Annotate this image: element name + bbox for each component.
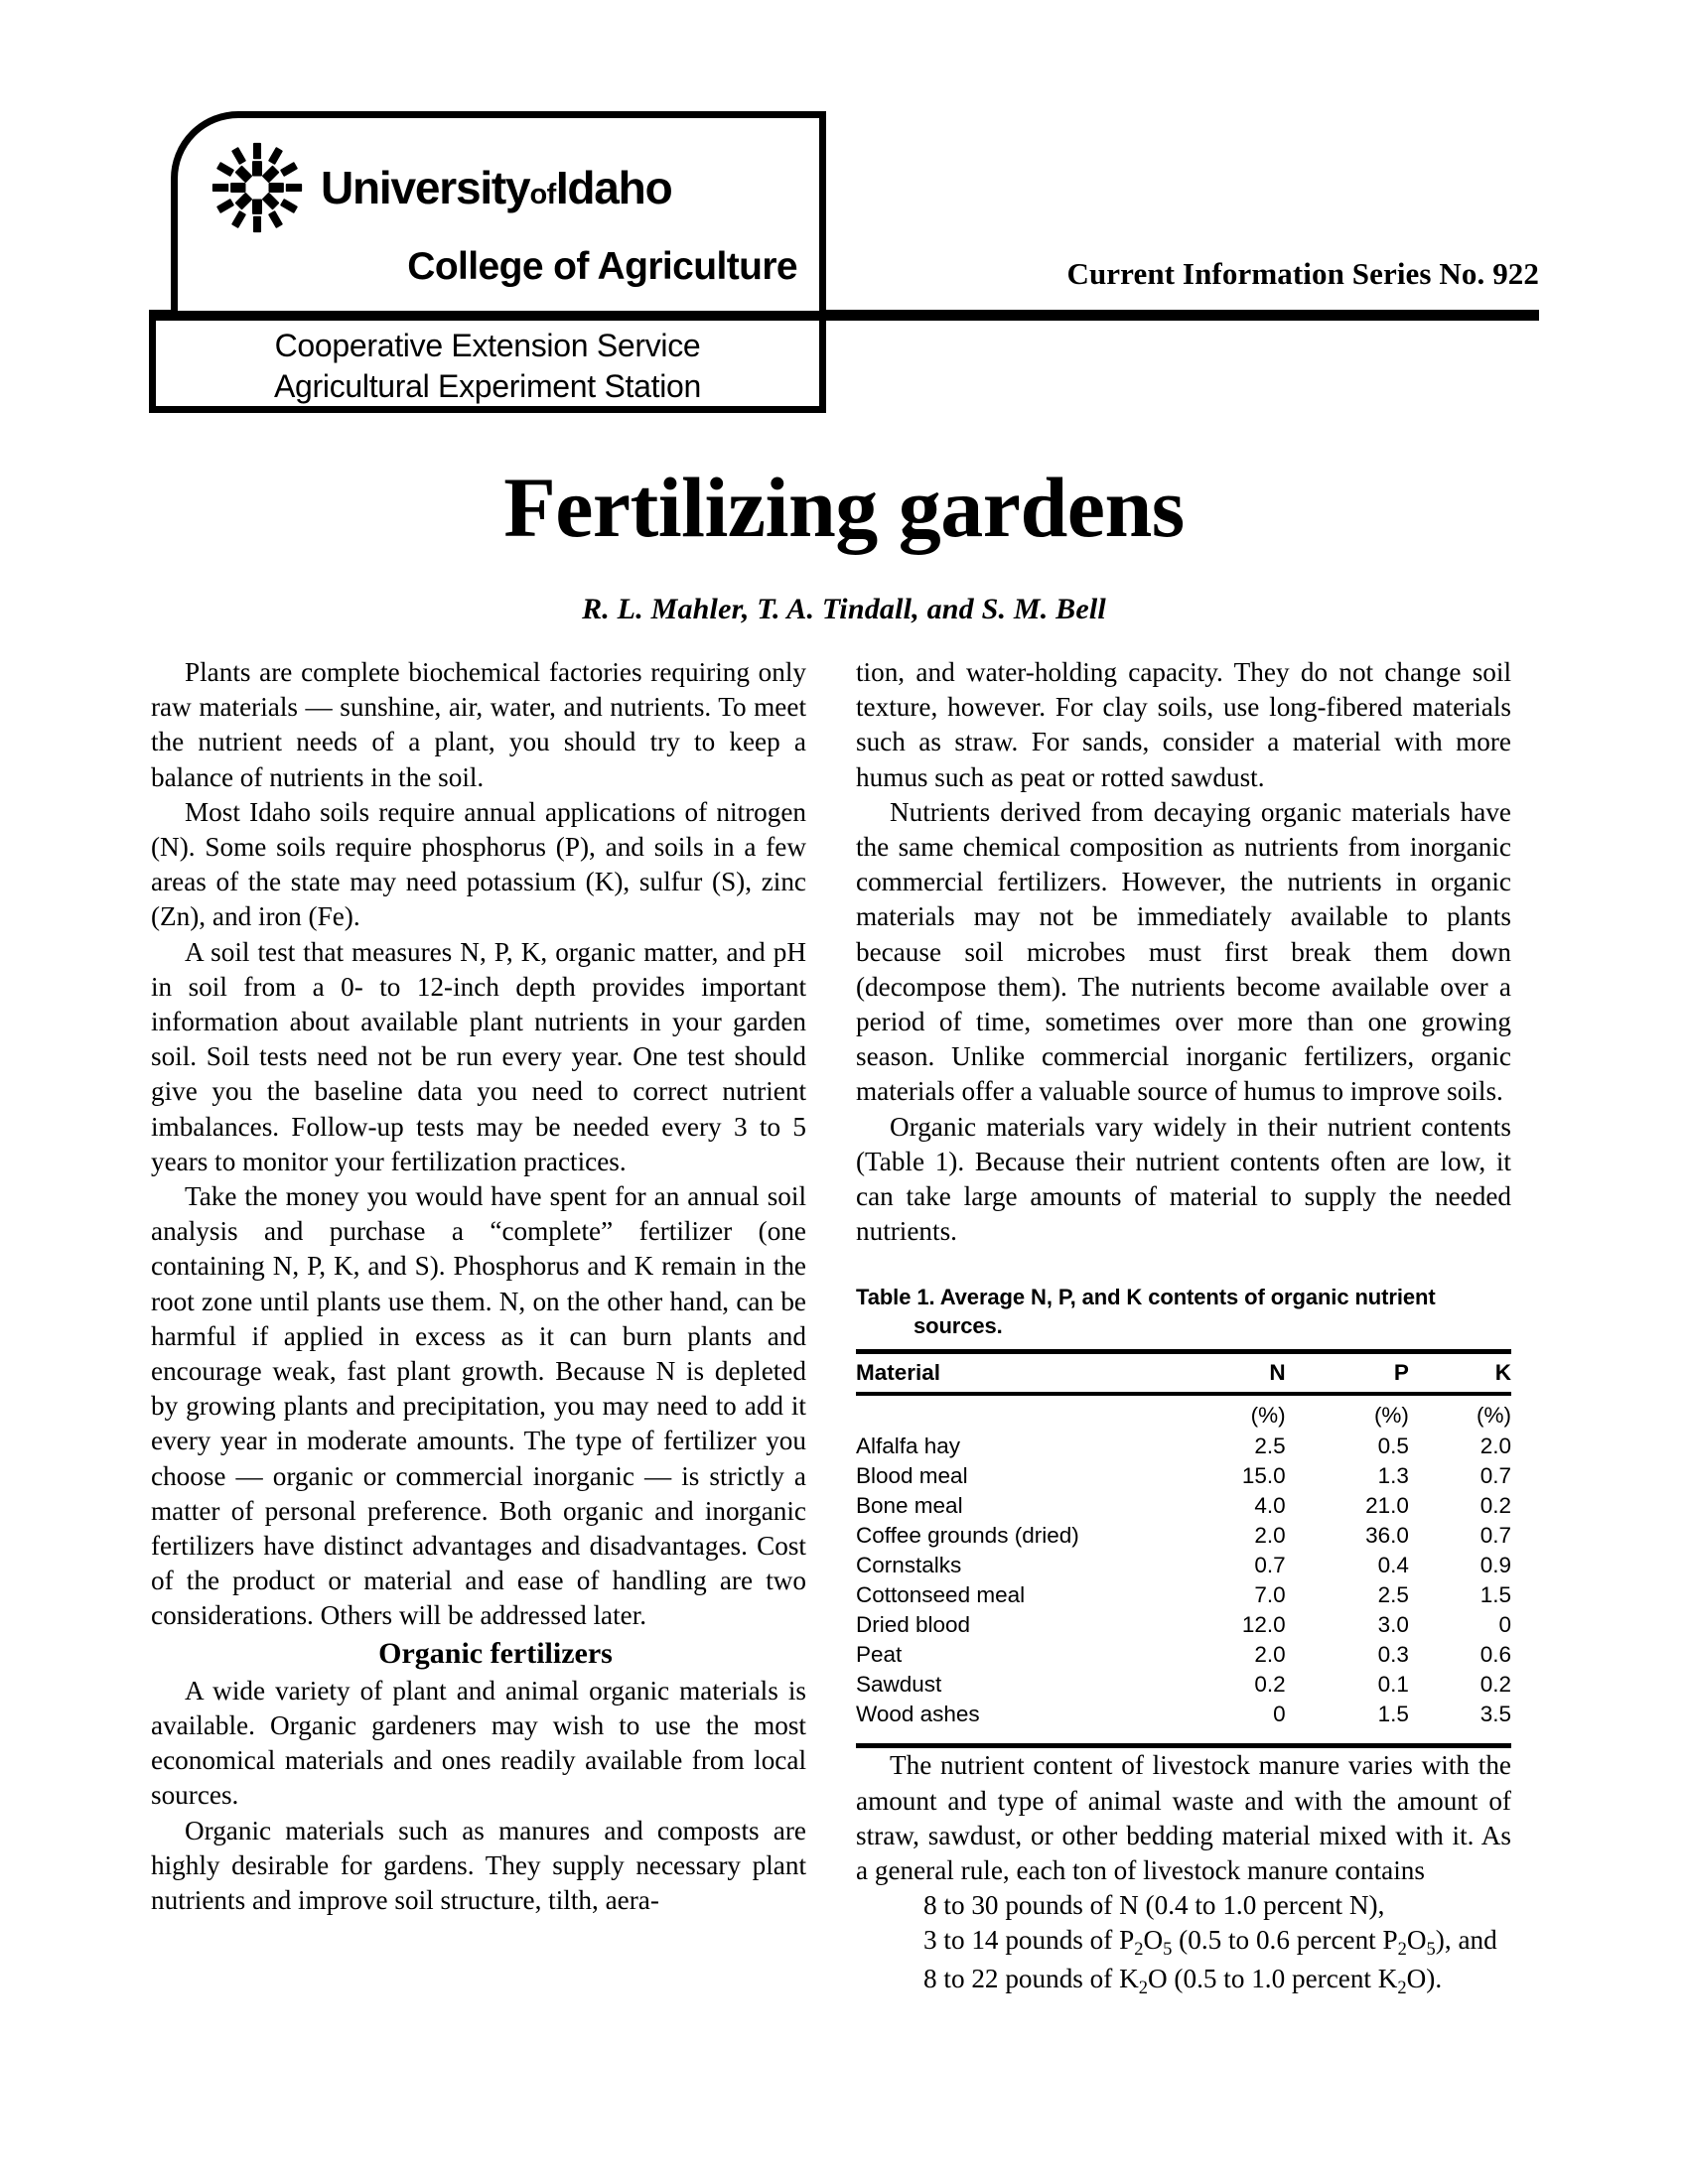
cell-material: Sawdust bbox=[856, 1672, 942, 1698]
cell-p: 1.5 bbox=[1377, 1702, 1409, 1727]
page-title: Fertilizing gardens bbox=[503, 460, 1185, 555]
table-row bbox=[856, 1670, 1511, 1700]
table-caption bbox=[856, 1283, 1511, 1340]
paragraph: Organic materials vary widely in their nutrient contents (Table 1). Because their nutrient contents often are low, it can take large amounts of material to supply the needed nutrients. bbox=[856, 1111, 1511, 1247]
cell-p: 0.3 bbox=[1377, 1642, 1409, 1668]
cell-n: 0.2 bbox=[1254, 1672, 1286, 1698]
cell-k: 0.2 bbox=[1479, 1493, 1511, 1519]
table-1-container bbox=[856, 1283, 1511, 1748]
paragraph: Take the money you would have spent for an annual soil analysis and purchase a “complete” fertilizer (one containing N, P, K, and S). Phosphorus and K remain in the root zone until plants use them. N, on the other hand, can be harmful if applied in excess as it can burn plants and encourage weak, fast plant growth. Because N is depleted by growing plants and precipitation, you may need to add it every year in moderate amounts. The type of fertilizer you choose — organic or commercial inorganic — is strictly a matter of personal preference. Both organic and inorganic fertilizers have distinct advantages and disadvantages. Cost of the product or material and ease of handling are two considerations. Others will be addressed later. bbox=[151, 1181, 806, 1631]
cell-p: 2.5 bbox=[1377, 1582, 1409, 1608]
cell-k: 2.0 bbox=[1479, 1433, 1511, 1459]
cell-n: 0.7 bbox=[1254, 1553, 1286, 1578]
cell-n: 15.0 bbox=[1241, 1463, 1286, 1489]
paragraph: Nutrients derived from decaying organic materials have the same chemical composition as nutrients from inorganic commercial fertilizers. However, the nutrients in organic materials may not be immediately available to plants because soil microbes must first break them down (decompose them). The nutrients become available over a period of time, sometimes over more than one growing season. Unlike commercial inorganic fertilizers, organic materials offer a valuable source of humus to improve soils. bbox=[856, 796, 1511, 1107]
manure-line-2-text: 3 to 14 pounds of $P_2O_5$ (0.5 to 0.6 percent $P_2O_5$), and bbox=[923, 1925, 1497, 1960]
cell-material: Alfalfa hay bbox=[856, 1433, 961, 1459]
series-number: Current Information Series No. 922 bbox=[1066, 256, 1539, 291]
left-column bbox=[151, 655, 806, 1918]
idaho-starburst-logo-icon bbox=[210, 140, 305, 235]
college-name: College of Agriculture bbox=[407, 245, 797, 288]
table-row bbox=[856, 1431, 1511, 1461]
cell-k: 0.7 bbox=[1479, 1463, 1511, 1489]
table-body bbox=[856, 1394, 1511, 1729]
table-row bbox=[856, 1610, 1511, 1640]
cell-k: 0.6 bbox=[1479, 1642, 1511, 1668]
cell-k: 0.7 bbox=[1479, 1523, 1511, 1549]
column-header-p: P bbox=[1393, 1360, 1409, 1386]
units-n: (%) bbox=[1250, 1403, 1286, 1429]
nutrient-contents-table bbox=[856, 1349, 1511, 1729]
column-header-k: K bbox=[1494, 1360, 1511, 1386]
units-p: (%) bbox=[1373, 1403, 1409, 1429]
cell-p: 1.3 bbox=[1377, 1463, 1409, 1489]
units-material bbox=[856, 1394, 1178, 1431]
experiment-station-line: Agricultural Experiment Station bbox=[273, 368, 701, 404]
paragraph: Organic materials such as manures and composts are highly desirable for gardens. They supply necessary plant nutrients and improve soil structure, tilth, aera- bbox=[151, 1815, 806, 1915]
table-caption-text: Average N, P, and K contents of organic nutrient bbox=[939, 1285, 1436, 1310]
paragraph: A wide variety of plant and animal organic materials is available. Organic gardeners may wish to use the most economical materials and ones readily available from local sources. bbox=[151, 1675, 806, 1811]
cell-p: 3.0 bbox=[1377, 1612, 1409, 1638]
cell-p: 0.1 bbox=[1377, 1672, 1409, 1698]
paragraph: The nutrient content of livestock manure varies with the amount and type of animal waste and with the amount of straw, sawdust, or other bedding material mixed with it. As a general rule, each ton of livestock manure contains bbox=[856, 1750, 1511, 1886]
paragraph: Most Idaho soils require annual applications of nitrogen (N). Some soils require phosphorus (P), and soils in a few areas of the state may need potassium (K), sulfur (S), zinc (Zn), and iron (Fe). bbox=[151, 796, 806, 932]
table-row bbox=[856, 1461, 1511, 1491]
table-row bbox=[856, 1521, 1511, 1551]
table-caption-label: Table 1. bbox=[856, 1285, 935, 1310]
paragraph: tion, and water-holding capacity. They do not change soil texture, however. For clay soils, use long-fibered materials such as straw. For sands, consider a material with more humus such as peat or rotted sawdust. bbox=[856, 657, 1511, 792]
cell-material: Blood meal bbox=[856, 1463, 968, 1489]
cell-k: 0.2 bbox=[1479, 1672, 1511, 1698]
column-header-n: N bbox=[1269, 1360, 1286, 1386]
section-heading-organic-fertilizers: Organic fertilizers bbox=[378, 1636, 613, 1670]
cell-p: 36.0 bbox=[1365, 1523, 1409, 1549]
idaho-word: Idaho bbox=[555, 162, 672, 213]
author-list: R. L. Mahler, T. A. Tindall, and S. M. Bell bbox=[582, 593, 1106, 625]
university-of-word: of bbox=[529, 179, 556, 210]
cell-k: 3.5 bbox=[1479, 1702, 1511, 1727]
paragraph: A soil test that measures N, P, K, organic matter, and pH in soil from a 0- to 12-inch depth provides important information about available plant nutrients in your garden soil. Soil tests need not be run every year. One test should give you the baseline data you need to correct nutrient imbalances. Follow-up tests may be needed every 3 to 5 years to monitor your fertilization practices. bbox=[151, 936, 806, 1176]
manure-nutrient-line bbox=[856, 1923, 1511, 1961]
column-header-material: Material bbox=[856, 1360, 941, 1386]
table-row bbox=[856, 1551, 1511, 1580]
extension-service-line: Cooperative Extension Service bbox=[274, 328, 701, 363]
cell-n: 2.5 bbox=[1254, 1433, 1286, 1459]
manure-nutrient-line: 8 to 30 pounds of N (0.4 to 1.0 percent N), bbox=[923, 1890, 1385, 1921]
university-logo-box bbox=[171, 111, 826, 318]
cell-p: 0.4 bbox=[1377, 1553, 1409, 1578]
table-units-row bbox=[856, 1394, 1511, 1431]
university-word: University bbox=[321, 162, 530, 213]
units-k: (%) bbox=[1477, 1403, 1511, 1429]
cell-k: 1.5 bbox=[1479, 1582, 1511, 1608]
university-wordmark bbox=[321, 162, 672, 213]
table-row bbox=[856, 1491, 1511, 1521]
cell-material: Cornstalks bbox=[856, 1553, 962, 1578]
cell-n: 2.0 bbox=[1254, 1642, 1286, 1668]
cell-material: Peat bbox=[856, 1642, 903, 1668]
cell-n: 2.0 bbox=[1254, 1523, 1286, 1549]
cell-k: 0 bbox=[1498, 1612, 1511, 1638]
paragraph: Plants are complete biochemical factories requiring only raw materials — sunshine, air, water, and nutrients. To meet the nutrient needs of a plant, you should try to keep a balance of nutrients in the soil. bbox=[151, 657, 806, 792]
cell-material: Cottonseed meal bbox=[856, 1582, 1026, 1608]
cell-material: Dried blood bbox=[856, 1612, 971, 1638]
table-caption-text-line2: sources. bbox=[914, 1313, 1003, 1339]
cell-p: 21.0 bbox=[1365, 1493, 1409, 1519]
cell-n: 12.0 bbox=[1241, 1612, 1286, 1638]
cell-n: 0 bbox=[1273, 1702, 1286, 1727]
table-row bbox=[856, 1580, 1511, 1610]
table-row bbox=[856, 1640, 1511, 1670]
cell-n: 7.0 bbox=[1254, 1582, 1286, 1608]
table-header-row bbox=[856, 1352, 1511, 1395]
university-logo-row bbox=[210, 140, 671, 235]
masthead bbox=[149, 111, 1539, 429]
cell-p: 0.5 bbox=[1377, 1433, 1409, 1459]
manure-nutrient-line bbox=[856, 1962, 1511, 1999]
cell-material: Wood ashes bbox=[856, 1702, 980, 1727]
table-row bbox=[856, 1700, 1511, 1729]
extension-box bbox=[149, 314, 826, 413]
cell-n: 4.0 bbox=[1254, 1493, 1286, 1519]
cell-material: Bone meal bbox=[856, 1493, 963, 1519]
cell-k: 0.9 bbox=[1479, 1553, 1511, 1578]
right-column bbox=[856, 655, 1511, 1999]
manure-line-3-text: 8 to 22 pounds of $K_2O$ (0.5 to 1.0 percent $K_2O$). bbox=[923, 1963, 1443, 1997]
cell-material: Coffee grounds (dried) bbox=[856, 1523, 1079, 1549]
